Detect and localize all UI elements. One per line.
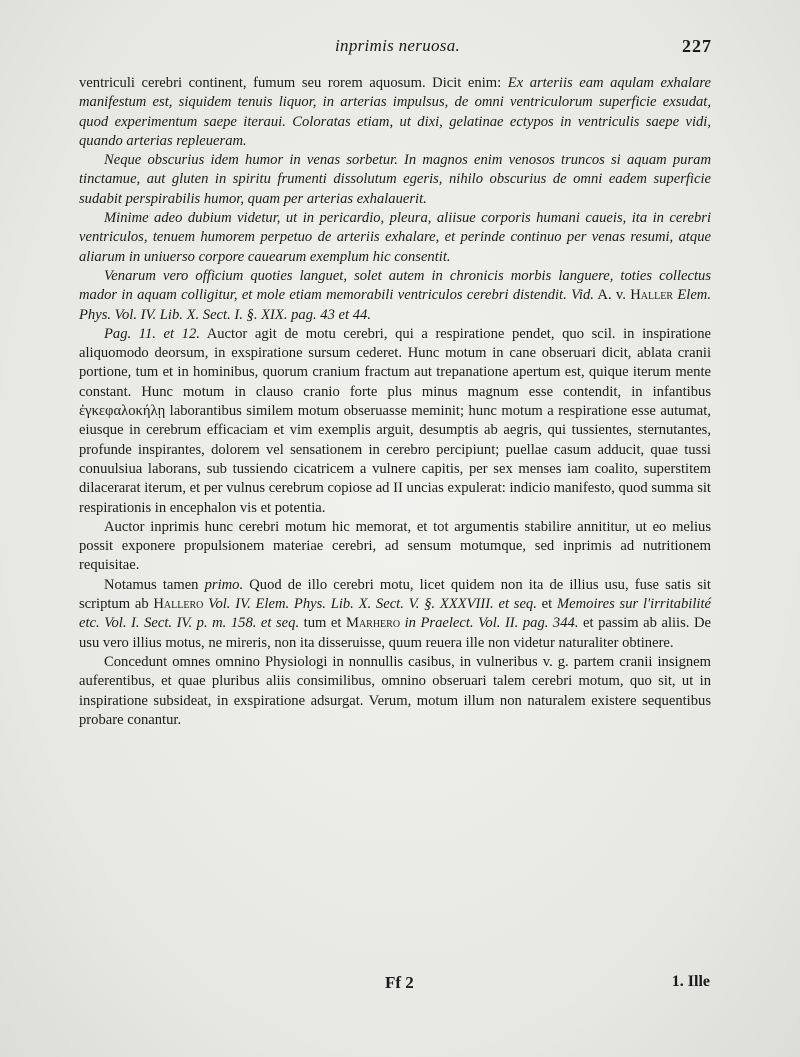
paragraph-8: Concedunt omnes omnino Physiologi in nonnullis casibus, in vulneribus v. g. partem cranii insignem auferentibus, et quae pluribus aliis consimilibus, omnino obseruari talem cerebri motum, quo sit, ut in inspiratione subsideat, in exspiratione adsurgat. Verum, motum illum non naturalem existere sequentibus probare conantur. xyxy=(79,653,711,728)
running-title: inprimis neruosa. xyxy=(335,36,461,55)
signature-mark: Ff 2 xyxy=(385,973,414,992)
paragraph-2: Neque obscurius idem humor in venas sorbetur. In magnos enim venosos truncos si aquam puram tinctamue, aut gluten in spiritu frumenti dissolutum egeris, nihilo obscurius de omni eadem superficie sudabit perspirabilis humor, quam per arterias exhalauerit. xyxy=(79,152,711,207)
running-head xyxy=(0,36,800,60)
paragraph-1: ventriculi cerebri continent, fumum seu rorem aquosum. Dicit enim: Ex arteriis eam aqulam exhalare manifestum est, siquidem tenuis liquor, in arterias impulsus, de omni ventriculorum superficie exsudat, quod experimentum saepe iteraui. Coloratas etiam, ut dixi, gelatinae ectypos in ventriculis saepe vidi, quando arterias repleueram. xyxy=(79,75,711,149)
paragraph-6: Auctor inprimis hunc cerebri motum hic memorat, et tot argumentis stabilire annititur, ut eo melius possit exponere propulsionem materiae cerebri, ad sensum motumque, sed inprimis ad nutritionem requisitae. xyxy=(79,518,711,574)
paragraph-4: Venarum vero officium quoties languet, solet autem in chronicis morbis languere, toties collectus mador in aquam colligitur, et mole etiam memorabili ventriculos cerebri distendit. Vid. A. v. Haller Elem. Phys. Vol. IV. Lib. X. Sect. I. §. XIX. pag. 43 et 44. xyxy=(79,267,711,323)
page-footer xyxy=(0,973,800,997)
page-number: 227 xyxy=(682,36,712,56)
catchword: 1. Ille xyxy=(671,973,710,990)
body-text xyxy=(79,74,711,730)
paragraph-7: Notamus tamen primo. Quod de illo cerebri motu, licet quidem non ita de illius usu, fuse satis sit scriptum ab Hallero Vol. IV. Elem. Phys. Lib. X. Sect. V. §. XXXVIII. et seq. et Memoires sur l'irritabilité etc. Vol. I. Sect. IV. p. m. 158. et seq. tum et Marhero in Praelect. Vol. II. pag. 344. et passim ab aliis. De usu vero illius motus, ne mireris, non ita disseruisse, quum reuera ille non videtur naturaliter obtinere. xyxy=(79,576,711,651)
paragraph-5: Pag. 11. et 12. Auctor agit de motu cerebri, qui a respiratione pendet, quo scil. in inspiratione aliquomodo deorsum, in exspiratione sursum cederet. Hunc motum in cane obseruari dicit, ablata cranii portione, tum et in hominibus, quorum cranium fractum aut trepanatione apertum est, quique iterum mente constant. Hunc motum in clauso cranio forte plus minus magnum esse contendit, in infantibus ἐγκεφαλοκήλῃ laborantibus similem motum obseruasse meminit; hunc motum a respiratione esse autumat, eiusque in cerebrum efficaciam et vim exemplis arguit, desumptis ab aegris, qui tussientes, sternutantes, profunde inspirantes, dolorem vel sensationem in cerebro percipiunt; puellae casum adducit, quae tussi conuulsiua laborans, sub tussiendo cicatricem a vulnere capitis, per sex menses iam coalito, superstitem dilacerarat iterum, et per vulnus cerebrum copiose ad II uncias expulerat: indicio manifesto, quod summa sit respirationis in encephalon vis et potentia. xyxy=(79,325,711,516)
paragraph-3: Minime adeo dubium videtur, ut in pericardio, pleura, aliisue corporis humani caueis, ita in cerebri ventriculos, tenuem humorem perpetuo de arteriis exhalare, et perinde continuo per venas resumi, atque aliarum in uniuerso corpore cauearum exemplum hic consentit. xyxy=(79,210,711,265)
